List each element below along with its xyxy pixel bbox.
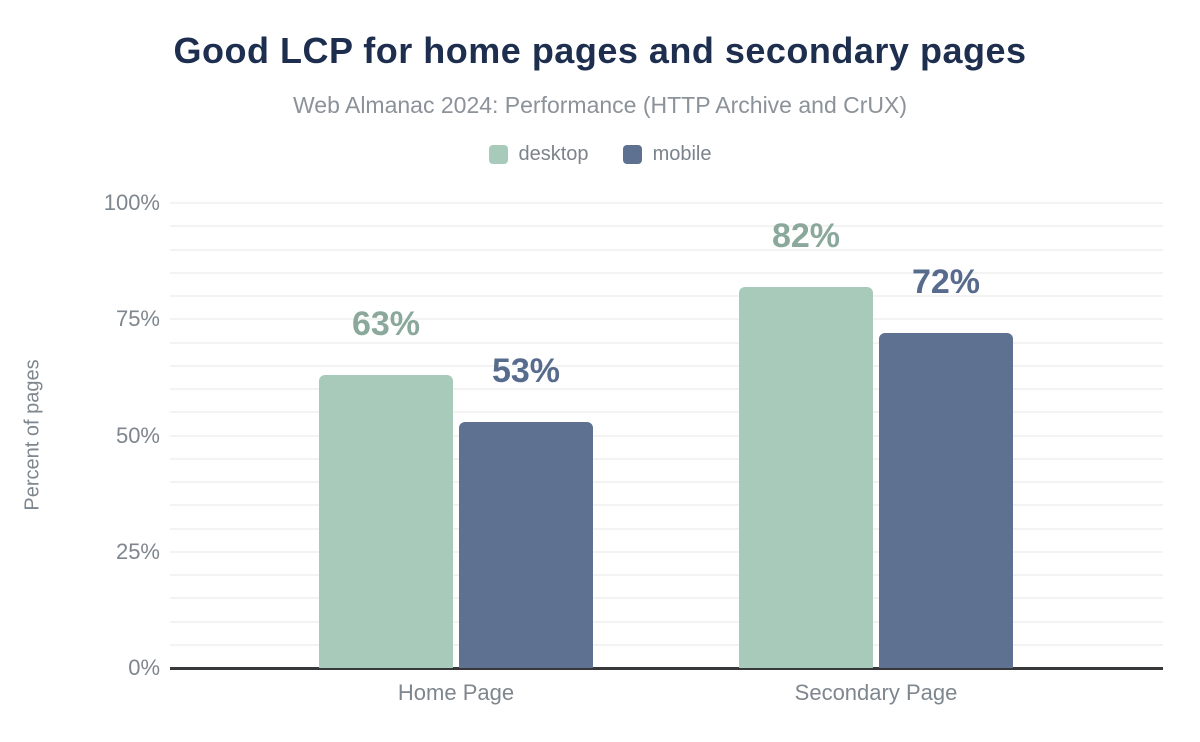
gridline xyxy=(170,272,1163,274)
chart-subtitle: Web Almanac 2024: Performance (HTTP Archive and CrUX) xyxy=(292,92,907,118)
bar-desktop-home-page xyxy=(319,375,453,668)
legend-label: mobile xyxy=(652,143,712,165)
x-category-label: Home Page xyxy=(397,680,515,705)
gridline xyxy=(170,202,1163,204)
gridline xyxy=(170,295,1163,297)
gridline xyxy=(170,365,1163,367)
y-tick-label: 0% xyxy=(128,655,160,680)
y-tick-label: 75% xyxy=(115,306,160,332)
gridline xyxy=(170,249,1163,251)
y-tick-label: 50% xyxy=(115,422,160,448)
legend-swatch-mobile xyxy=(623,145,642,164)
y-tick-label: 25% xyxy=(115,538,160,564)
gridline xyxy=(170,342,1163,344)
chart-title: Good LCP for home pages and secondary pages xyxy=(173,30,1027,71)
bar-value-label: 63% xyxy=(351,305,421,344)
gridline xyxy=(170,318,1163,320)
chart-legend xyxy=(0,143,1200,166)
x-category-label: Secondary Page xyxy=(794,680,958,705)
bar-value-label: 72% xyxy=(911,263,981,302)
legend-label: desktop xyxy=(518,143,589,165)
y-tick-label: 100% xyxy=(103,190,160,215)
legend-item-desktop xyxy=(489,143,589,166)
legend-item-mobile xyxy=(623,143,712,166)
bar-value-label: 53% xyxy=(491,351,561,390)
bar-value-label: 82% xyxy=(771,216,841,255)
y-axis-title: Percent of pages xyxy=(21,359,44,511)
gridline xyxy=(170,225,1163,227)
legend-swatch-desktop xyxy=(489,145,508,164)
bar-mobile-home-page xyxy=(459,422,593,668)
bar-desktop-secondary-page xyxy=(739,287,873,668)
bar-mobile-secondary-page xyxy=(879,333,1013,668)
